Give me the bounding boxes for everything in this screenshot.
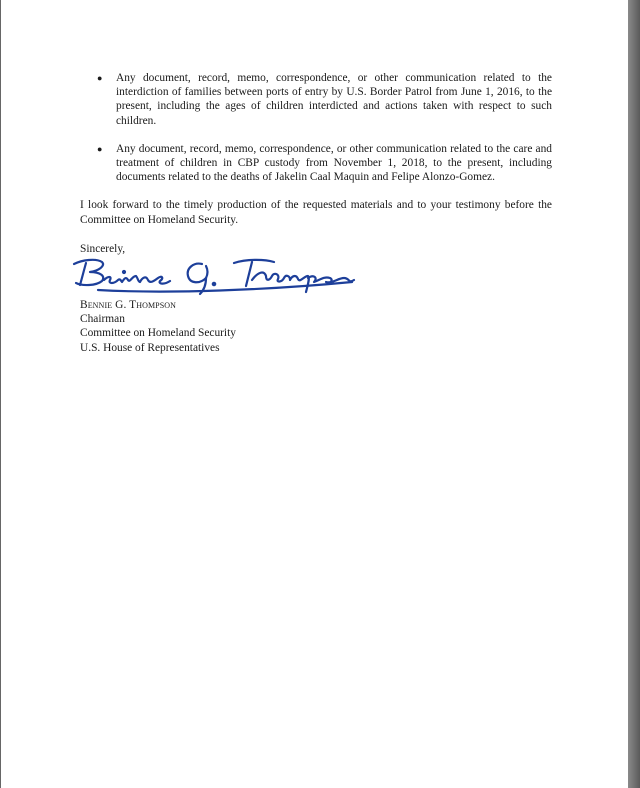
- closing-paragraph: I look forward to the timely production of the requested materials and to your testimony before the Committee on Homeland Security.: [80, 199, 552, 226]
- document-page: [1, 0, 628, 788]
- request-list: [80, 71, 552, 184]
- bullet-icon: ●: [97, 143, 103, 154]
- signer-body: U.S. House of Representatives: [80, 341, 220, 354]
- signer-title: Chairman: [80, 313, 125, 326]
- signer-name: Bennie G. Thompson: [80, 299, 177, 312]
- signature-block: [80, 298, 552, 355]
- signer-committee: Committee on Homeland Security: [80, 327, 236, 340]
- request-item-text: Any document, record, memo, correspondence, or other communication related to the care and treatment of children in CBP custody from November 1, 2018, to the present, including documents related to the deaths of Jakelin Caal Maquin and Felipe Alonzo-Gomez.: [116, 142, 552, 184]
- list-item: [80, 142, 552, 185]
- letter-content: [80, 71, 552, 355]
- viewer-edge: [628, 0, 640, 788]
- bullet-icon: ●: [97, 73, 103, 83]
- request-item-text: Any document, record, memo, correspondence, or other communication related to the interdiction of families between ports of entry by U.S. Border Patrol from June 1, 2016, to the present, including the ages of children interdicted and actions taken with respect to such children.: [116, 72, 552, 127]
- salutation: Sincerely,: [80, 242, 126, 255]
- list-item: [80, 71, 552, 128]
- handwritten-signature: [68, 254, 358, 298]
